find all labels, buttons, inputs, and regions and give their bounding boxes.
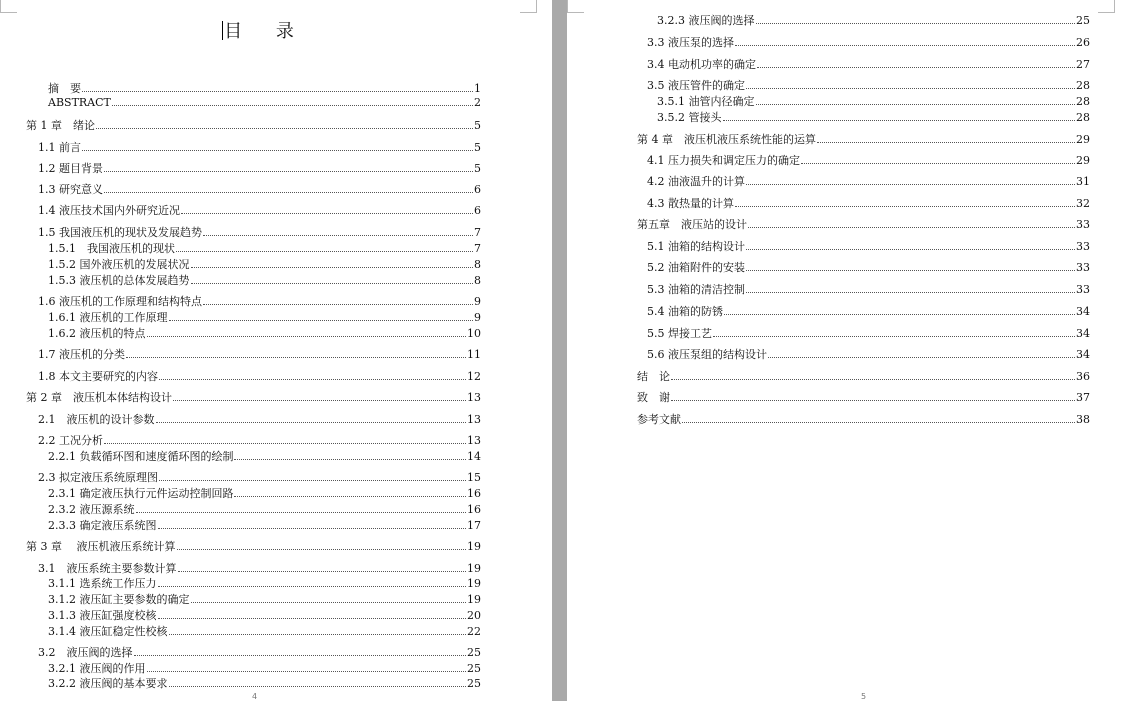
toc-leader-dots [159,379,466,380]
toc-entry[interactable] [48,449,481,463]
text-cursor [222,21,223,40]
toc-entry[interactable] [26,390,481,404]
toc-entry-page-number: 9 [474,295,481,308]
toc-entry[interactable] [48,310,481,324]
toc-entry-label: 5.5 焊接工艺 [647,327,712,340]
toc-entry-page-number: 5 [474,141,481,154]
toc-entry-label: 4.1 压力损失和调定压力的确定 [647,154,800,167]
toc-leader-dots [136,512,467,513]
toc-entry-label: 2.3.2 液压源系统 [48,503,135,516]
toc-entry-page-number: 19 [467,593,481,606]
toc-entry-label: 1.5.1 我国液压机的现状 [48,242,175,255]
toc-leader-dots [177,549,467,550]
toc-entry[interactable] [657,110,1090,124]
toc-entry-page-number: 5 [474,119,481,132]
toc-leader-dots [746,88,1075,89]
toc-leader-dots [234,496,466,497]
toc-entry-page-number: 12 [467,370,481,383]
toc-leader-dots [158,618,467,619]
toc-entry-label: 3.5.2 管接头 [657,111,722,124]
page-corner-mark [0,0,17,13]
toc-entry-page-number: 7 [474,242,481,255]
toc-entry-label: 3.1.1 选系统工作压力 [48,577,157,590]
toc-entry[interactable] [48,624,481,638]
toc-entry-page-number: 33 [1076,218,1090,231]
toc-entry[interactable] [48,608,481,622]
page-corner-mark [1098,0,1115,13]
page-corner-mark [567,0,584,13]
toc-entry-page-number: 13 [467,434,481,447]
toc-entry[interactable] [48,257,481,271]
toc-leader-dots [735,206,1075,207]
toc-entry-label: 3.1.4 液压缸稳定性校核 [48,625,168,638]
toc-entry-label: 5.4 油箱的防锈 [647,305,723,318]
toc-entry-page-number: 14 [467,450,481,463]
toc-leader-dots [82,91,473,92]
toc-leader-dots [191,267,474,268]
toc-entry[interactable] [48,502,481,516]
toc-entry-label: 第 2 章 液压机本体结构设计 [26,391,172,404]
toc-leader-dots [724,314,1075,315]
toc-entry[interactable] [647,174,1090,188]
toc-leader-dots [158,528,467,529]
toc-leader-dots [158,586,467,587]
toc-entry-page-number: 20 [467,609,481,622]
toc-entry-page-number: 9 [474,311,481,324]
toc-entry-page-number: 7 [474,226,481,239]
toc-entry-page-number: 13 [467,391,481,404]
toc-leader-dots [203,235,473,236]
toc-leader-dots [757,67,1075,68]
toc-leader-dots [147,671,467,672]
toc-entry[interactable] [637,132,1090,146]
toc-entry[interactable] [637,390,1090,404]
toc-entry[interactable] [38,369,481,383]
toc-leader-dots [169,634,467,635]
toc-entry-label: 第 3 章 液压机液压系统计算 [26,540,176,553]
toc-entry[interactable] [48,81,481,95]
toc-entry-label: 5.6 液压泵组的结构设计 [647,348,767,361]
toc-title [0,17,530,43]
toc-leader-dots [746,292,1075,293]
toc-entry[interactable] [48,241,481,255]
toc-entry[interactable] [38,203,481,217]
toc-entry[interactable] [647,57,1090,71]
toc-entry[interactable] [657,13,1090,27]
toc-entry-label: 1.6 液压机的工作原理和结构特点 [38,295,202,308]
toc-entry-label: 5.1 油箱的结构设计 [647,240,745,253]
toc-entry-label: 第 4 章 液压机液压系统性能的运算 [637,133,816,146]
document-page-right [567,0,1131,701]
toc-leader-dots [748,227,1075,228]
toc-entry[interactable] [48,676,481,690]
toc-entry[interactable] [38,182,481,196]
toc-entry[interactable] [38,225,481,239]
toc-entry-page-number: 36 [1076,370,1090,383]
toc-entry-label: 3.2 液压阀的选择 [38,646,133,659]
toc-entry[interactable] [48,486,481,500]
toc-entry[interactable] [647,239,1090,253]
toc-entry-label: 3.1.3 液压缸强度校核 [48,609,157,622]
toc-entry[interactable] [38,645,481,659]
toc-entry-label: 2.1 液压机的设计参数 [38,413,155,426]
toc-entry[interactable] [38,140,481,154]
toc-entry-page-number: 1 [474,82,481,95]
toc-entry-page-number: 19 [467,540,481,553]
toc-entry-page-number: 25 [467,646,481,659]
toc-entry-label: 1.6.2 液压机的特点 [48,327,146,340]
toc-entry[interactable] [38,347,481,361]
toc-entry-label: 3.5.1 油管内径确定 [657,95,755,108]
toc-entry[interactable] [637,369,1090,383]
toc-entry[interactable] [48,576,481,590]
toc-entry-label: 2.2.1 负载循环图和速度循环图的绘制 [48,450,234,463]
toc-entry-label: 5.2 油箱附件的安装 [647,261,745,274]
toc-leader-dots [178,571,467,572]
toc-entry-label: 1.5.3 液压机的总体发展趋势 [48,274,190,287]
toc-entry[interactable] [48,592,481,606]
toc-entry-page-number: 13 [467,413,481,426]
toc-entry[interactable] [48,326,481,340]
toc-leader-dots [159,480,466,481]
toc-entry[interactable] [38,412,481,426]
toc-entry-label: 1.1 前言 [38,141,81,154]
toc-entry-page-number: 6 [474,204,481,217]
toc-leader-dots [181,213,473,214]
toc-leader-dots [746,270,1075,271]
toc-leader-dots [104,192,473,193]
toc-entry-label: 3.1 液压系统主要参数计算 [38,562,177,575]
toc-entry[interactable] [647,196,1090,210]
toc-entry-label: 3.1.2 液压缸主要参数的确定 [48,593,190,606]
toc-leader-dots [756,104,1076,105]
toc-entry-page-number: 34 [1076,305,1090,318]
toc-leader-dots [682,422,1075,423]
toc-entry-label: 第 1 章 绪论 [26,119,95,132]
toc-entry-label: 1.5.2 国外液压机的发展状况 [48,258,190,271]
toc-entry-label: 2.3 拟定液压系统原理图 [38,471,158,484]
toc-entry-label: 5.3 油箱的清洁控制 [647,283,745,296]
toc-leader-dots [723,120,1076,121]
toc-leader-dots [671,400,1075,401]
toc-entry[interactable] [48,95,481,109]
toc-entry-page-number: 25 [1076,14,1090,27]
toc-entry-label: 摘 要 [48,82,81,95]
toc-leader-dots [104,171,473,172]
toc-leader-dots [112,105,473,106]
toc-entry-label: 4.3 散热量的计算 [647,197,734,210]
toc-entry-page-number: 2 [474,96,481,109]
toc-leader-dots [735,45,1075,46]
document-page-left [0,0,552,701]
toc-entry-page-number: 29 [1076,133,1090,146]
toc-entry-page-number: 28 [1076,79,1090,92]
toc-entry-label: 3.5 液压管件的确定 [647,79,745,92]
page-number: 5 [861,692,867,701]
toc-entry-page-number: 25 [467,662,481,675]
toc-entry-page-number: 27 [1076,58,1090,71]
toc-entry-label: 1.3 研究意义 [38,183,103,196]
toc-entry-label: 1.5 我国液压机的现状及发展趋势 [38,226,202,239]
toc-leader-dots [126,357,466,358]
toc-entry[interactable] [647,304,1090,318]
toc-entry-label: 2.3.1 确定液压执行元件运动控制回路 [48,487,234,500]
toc-entry[interactable] [657,94,1090,108]
toc-entry-label: 3.3 液压泵的选择 [647,36,734,49]
toc-entry-page-number: 33 [1076,240,1090,253]
toc-leader-dots [746,249,1075,250]
toc-entry-label: ABSTRACT [48,96,111,109]
toc-entry-page-number: 32 [1076,197,1090,210]
toc-entry[interactable] [48,518,481,532]
toc-leader-dots [713,336,1075,337]
toc-leader-dots [671,379,1075,380]
toc-entry-page-number: 33 [1076,283,1090,296]
toc-entry[interactable] [26,118,481,132]
toc-leader-dots [169,686,467,687]
toc-entry[interactable] [48,661,481,675]
toc-entry-page-number: 37 [1076,391,1090,404]
toc-entry-page-number: 31 [1076,175,1090,188]
toc-entry-page-number: 28 [1076,111,1090,124]
toc-entry[interactable] [38,561,481,575]
page-corner-mark [520,0,537,13]
toc-entry-page-number: 11 [467,348,481,361]
toc-leader-dots [756,23,1076,24]
toc-leader-dots [768,357,1075,358]
toc-entry-label: 2.2 工况分析 [38,434,103,447]
toc-entry-page-number: 33 [1076,261,1090,274]
toc-entry-page-number: 8 [474,258,481,271]
toc-entry[interactable] [38,294,481,308]
toc-entry-page-number: 17 [467,519,481,532]
toc-entry-page-number: 28 [1076,95,1090,108]
toc-entry[interactable] [647,282,1090,296]
toc-entry-page-number: 16 [467,487,481,500]
toc-leader-dots [96,128,473,129]
toc-entry[interactable] [647,78,1090,92]
toc-entry-page-number: 16 [467,503,481,516]
toc-entry-label: 结 论 [637,370,670,383]
toc-entry-page-number: 19 [467,562,481,575]
toc-entry-label: 致 谢 [637,391,670,404]
toc-entry-label: 1.4 液压技术国内外研究近况 [38,204,180,217]
toc-entry[interactable] [637,412,1090,426]
toc-entry[interactable] [637,217,1090,231]
toc-entry[interactable] [647,326,1090,340]
toc-entry-page-number: 38 [1076,413,1090,426]
toc-leader-dots [104,443,466,444]
toc-leader-dots [191,283,474,284]
toc-leader-dots [203,304,473,305]
toc-leader-dots [82,150,473,151]
toc-entry-page-number: 5 [474,162,481,175]
toc-entry-label: 3.2.2 液压阀的基本要求 [48,677,168,690]
toc-entry-label: 第五章 液压站的设计 [637,218,747,231]
toc-leader-dots [176,251,473,252]
toc-entry[interactable] [647,153,1090,167]
toc-leader-dots [746,184,1075,185]
toc-title-text: 目 录 [224,21,308,42]
toc-entry-page-number: 6 [474,183,481,196]
toc-entry-page-number: 34 [1076,348,1090,361]
toc-entry-label: 参考文献 [637,413,681,426]
toc-entry[interactable] [48,273,481,287]
toc-entry-page-number: 15 [467,471,481,484]
toc-entry-label: 3.2.3 液压阀的选择 [657,14,755,27]
toc-entry-label: 4.2 油液温升的计算 [647,175,745,188]
toc-leader-dots [173,400,466,401]
toc-entry-page-number: 22 [467,625,481,638]
toc-entry-page-number: 25 [467,677,481,690]
toc-leader-dots [234,459,466,460]
toc-entry-page-number: 34 [1076,327,1090,340]
toc-entry-page-number: 8 [474,274,481,287]
toc-entry-label: 3.4 电动机功率的确定 [647,58,756,71]
toc-leader-dots [156,422,467,423]
toc-entry-label: 1.2 题目背景 [38,162,103,175]
toc-entry[interactable] [647,35,1090,49]
toc-entry-label: 1.6.1 液压机的工作原理 [48,311,168,324]
page-number: 4 [252,692,258,701]
toc-entry-page-number: 10 [467,327,481,340]
toc-entry-label: 3.2.1 液压阀的作用 [48,662,146,675]
toc-entry[interactable] [26,539,481,553]
toc-entry-page-number: 29 [1076,154,1090,167]
toc-leader-dots [134,655,467,656]
toc-entry-page-number: 26 [1076,36,1090,49]
toc-entry-page-number: 19 [467,577,481,590]
toc-entry[interactable] [38,433,481,447]
toc-leader-dots [169,320,474,321]
toc-entry-label: 2.3.3 确定液压系统图 [48,519,157,532]
toc-leader-dots [817,142,1075,143]
toc-entry[interactable] [38,161,481,175]
toc-leader-dots [801,163,1075,164]
toc-entry-label: 1.8 本文主要研究的内容 [38,370,158,383]
toc-entry[interactable] [647,260,1090,274]
toc-entry[interactable] [38,470,481,484]
toc-entry-label: 1.7 液压机的分类 [38,348,125,361]
toc-leader-dots [147,336,467,337]
toc-entry[interactable] [647,347,1090,361]
toc-leader-dots [191,602,467,603]
